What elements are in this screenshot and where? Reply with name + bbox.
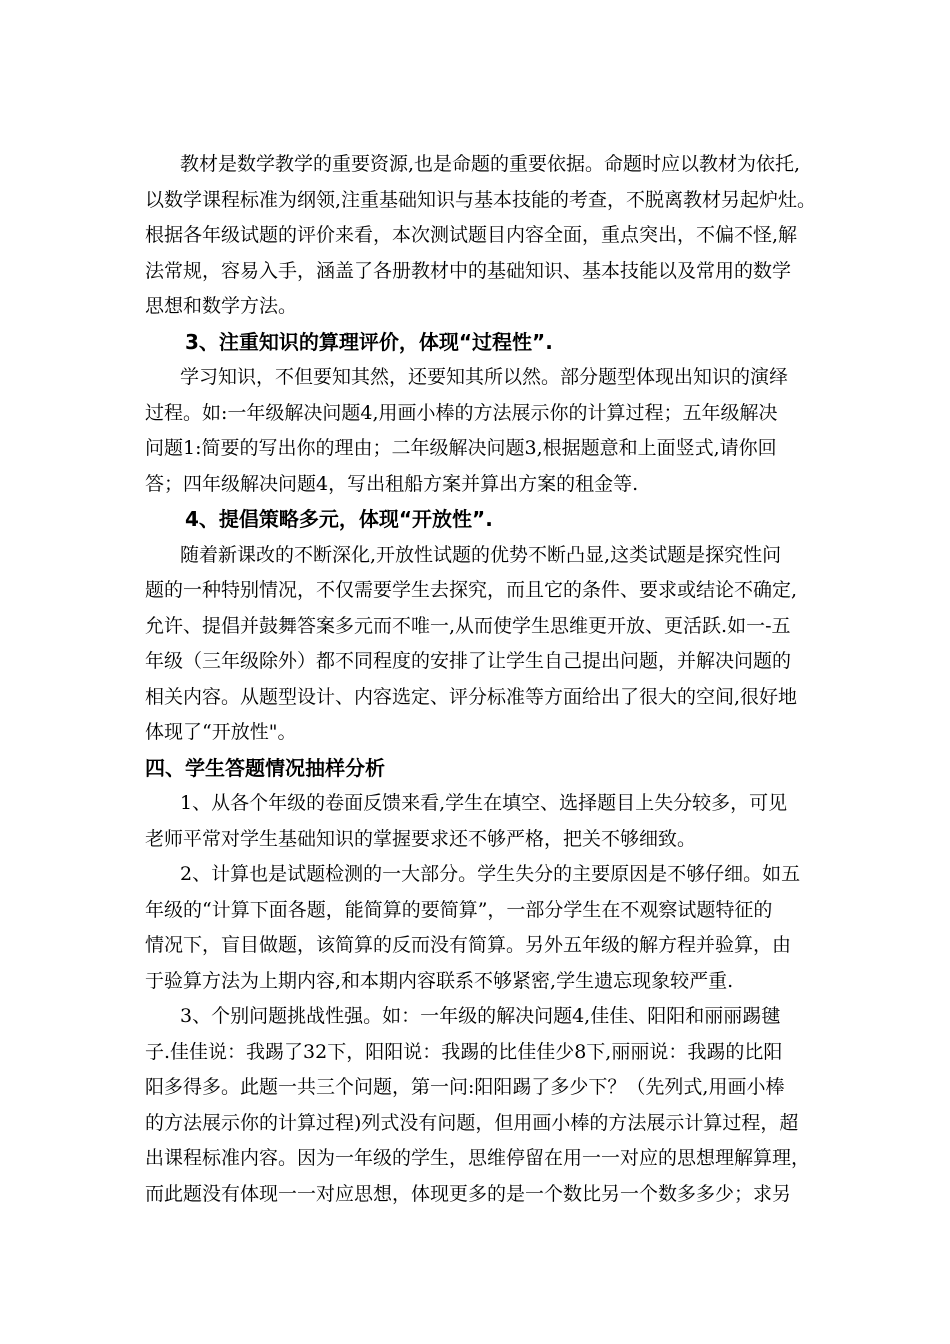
paragraph-line: 教材是数学教学的重要资源,也是命题的重要依据。命题时应以教材为依托, [180, 153, 801, 175]
paragraph-line: 允许、提倡并鼓舞答案多元而不唯一,从而使学生思维更开放、更活跃.如一-五 [145, 615, 791, 637]
paragraph-line: 年级（三年级除外）都不同程度的安排了让学生自己提出问题，并解决问题的 [145, 650, 792, 672]
paragraph-line: 年级的“计算下面各题，能简算的要简算”，一部分学生在不观察试题特征的 [145, 899, 773, 921]
paragraph-line: 子.佳佳说：我踢了32下，阳阳说：我踢的比佳佳少8下,丽丽说：我踢的比阳 [145, 1041, 783, 1063]
paragraph-line: 出课程标准内容。因为一年级的学生，思维停留在用一一对应的思想理解算理， [145, 1147, 811, 1169]
paragraph-line: 而此题没有体现一一对应思想，体现更多的是一个数比另一个数多多少；求另 [145, 1183, 792, 1205]
paragraph-line: 答；四年级解决问题4，写出租船方案并算出方案的租金等. [145, 473, 639, 495]
paragraph-line: 思想和数学方法。 [145, 295, 298, 317]
paragraph-line: 于验算方法为上期内容,和本期内容联系不够紧密,学生遗忘现象较严重. [145, 970, 734, 992]
paragraph-line: 根据各年级试题的评价来看，本次测试题目内容全面，重点突出，不偏不怪,解 [145, 224, 798, 246]
paragraph-line: 3、个别问题挑战性强。如：一年级的解决问题4,佳佳、阳阳和丽丽踢毽 [180, 1005, 781, 1027]
section-heading: 3、注重知识的算理评价，体现“过程性”. [185, 330, 553, 354]
paragraph-line: 情况下，盲目做题，该简算的反而没有简算。另外五年级的解方程并验算，由 [145, 934, 792, 956]
paragraph-line: 相关内容。从题型设计、内容选定、评分标准等方面给出了很大的空间,很好地 [145, 686, 798, 708]
section-heading: 4、提倡策略多元，体现“开放性”. [185, 507, 493, 531]
paragraph-line: 题的一种特别情况，不仅需要学生去探究，而且它的条件、要求或结论不确定, [145, 579, 798, 601]
paragraph-line: 法常规，容易入手，涵盖了各册教材中的基础知识、基本技能以及常用的数学 [145, 260, 792, 282]
paragraph-line: 1、从各个年级的卷面反馈来看,学生在填空、选择题目上失分较多，可见 [180, 792, 788, 814]
paragraph-line: 随着新课改的不断深化,开放性试题的优势不断凸显,这类试题是探究性问 [180, 544, 782, 566]
paragraph-line: 问题1:简要的写出你的理由；二年级解决问题3,根据题意和上面竖式,请你回 [145, 437, 777, 459]
paragraph-line: 以数学课程标准为纲领,注重基础知识与基本技能的考查，不脱离教材另起炉灶。 [145, 189, 817, 211]
paragraph-line: 阳多得多。此题一共三个问题，第一问:阳阳踢了多少下？（先列式,用画小棒 [145, 1076, 785, 1098]
paragraph-line: 学习知识，不但要知其然，还要知其所以然。部分题型体现出知识的演绎 [180, 366, 789, 388]
chapter-heading: 四、学生答题情况抽样分析 [145, 756, 385, 780]
paragraph-line: 2、计算也是试题检测的一大部分。学生失分的主要原因是不够仔细。如五 [180, 863, 801, 885]
paragraph-line: 体现了“开放性"。 [145, 721, 297, 743]
paragraph-line: 的方法展示你的计算过程)列式没有问题，但用画小棒的方法展示计算过程，超 [145, 1112, 799, 1134]
paragraph-line: 老师平常对学生基础知识的掌握要求还不够严格，把关不够细致。 [145, 828, 697, 850]
paragraph-line: 过程。如:一年级解决问题4,用画小棒的方法展示你的计算过程；五年级解决 [145, 402, 778, 424]
